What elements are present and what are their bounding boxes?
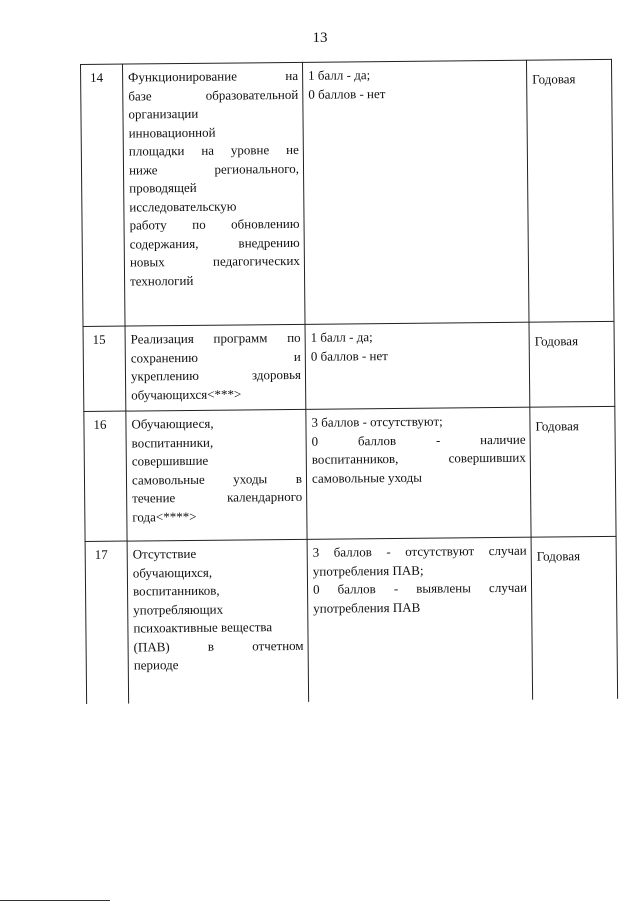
score-line: воспитанников, совершивших: [311, 449, 526, 467]
score-line: употребления ПАВ: [313, 599, 421, 616]
criterion-line: ниже регионального,: [128, 160, 300, 178]
criterion-line: Функционирование на: [128, 67, 299, 85]
criterion-line: воспитанников,: [132, 582, 220, 599]
criterion-line: инновационной: [128, 124, 216, 141]
score-line: 3 баллов - отсутствуют;: [311, 413, 443, 430]
criterion-line: течение календарного: [132, 488, 303, 506]
score-line: 0 баллов - выявлены случаи: [312, 579, 528, 597]
criterion-line: сохранению и: [130, 348, 301, 366]
period-cell: Годовая: [534, 333, 579, 349]
criterion-line: обучающихся,: [132, 564, 213, 581]
criterion-cell: [122, 63, 304, 291]
criterion-line: психоактивные вещества: [133, 619, 273, 636]
score-cell: [307, 538, 532, 618]
criterion-cell: [125, 410, 306, 527]
footnote-rule: [0, 900, 110, 901]
score-line: употребления ПАВ;: [312, 562, 424, 579]
page-number: 13: [312, 30, 328, 46]
row-number: 14: [90, 69, 104, 85]
score-line: 1 балл - да;: [308, 67, 371, 83]
score-cell: [305, 408, 530, 488]
criterion-line: (ПАВ) в отчетном: [133, 637, 304, 655]
row-number: 15: [92, 331, 106, 347]
period-cell: Годовая: [536, 548, 581, 564]
score-cell: [305, 323, 529, 366]
table-row-15: [83, 321, 616, 412]
score-cell: [302, 61, 526, 104]
score-line: 1 балл - да;: [310, 329, 373, 345]
criterion-line: обучающихся<***>: [131, 385, 242, 403]
row-number: 16: [93, 416, 107, 432]
criterion-line: технологий: [130, 272, 194, 289]
period-cell: Годовая: [535, 418, 579, 434]
criterion-line: года<****>: [132, 508, 197, 525]
criterion-line: организации: [128, 105, 199, 122]
table-row-16: [83, 406, 616, 542]
criterion-line: самовольные уходы в: [131, 470, 303, 488]
criterion-line: базе образовательной: [128, 86, 299, 104]
score-line: 3 баллов - отсутствуют случаи: [312, 542, 527, 560]
criterion-line: укреплению здоровья: [130, 366, 302, 384]
criterion-cell: [125, 325, 306, 405]
criterion-line: работу по обновлению: [129, 215, 300, 233]
criterion-line: воспитанники,: [131, 434, 214, 451]
score-line: 0 баллов - нет: [308, 85, 386, 102]
score-line: 0 баллов - нет: [310, 347, 388, 364]
table-row-14: [80, 59, 615, 327]
period-cell: Годовая: [532, 71, 576, 87]
criterion-line: Реализация программ по: [130, 329, 301, 347]
criterion-line: проводящей: [129, 179, 197, 196]
criterion-line: периоде: [133, 657, 179, 673]
row-number: 17: [94, 546, 108, 562]
criterion-line: Обучающиеся,: [131, 415, 214, 432]
criterion-line: совершившие: [131, 452, 209, 469]
criterion-line: площадки на уровне не: [128, 141, 299, 159]
criterion-line: Отсутствие: [132, 545, 197, 562]
score-line: 0 баллов - наличие: [311, 431, 526, 449]
criterion-line: употребляющих: [133, 601, 224, 618]
criterion-line: содержания, внедрению: [129, 234, 300, 252]
table-row-17: [85, 536, 619, 705]
criterion-line: исследовательскую: [129, 198, 237, 215]
score-line: самовольные уходы: [311, 469, 422, 486]
criterion-line: новых педагогических: [129, 252, 300, 270]
criterion-cell: [127, 540, 308, 675]
criteria-table: [80, 59, 618, 704]
